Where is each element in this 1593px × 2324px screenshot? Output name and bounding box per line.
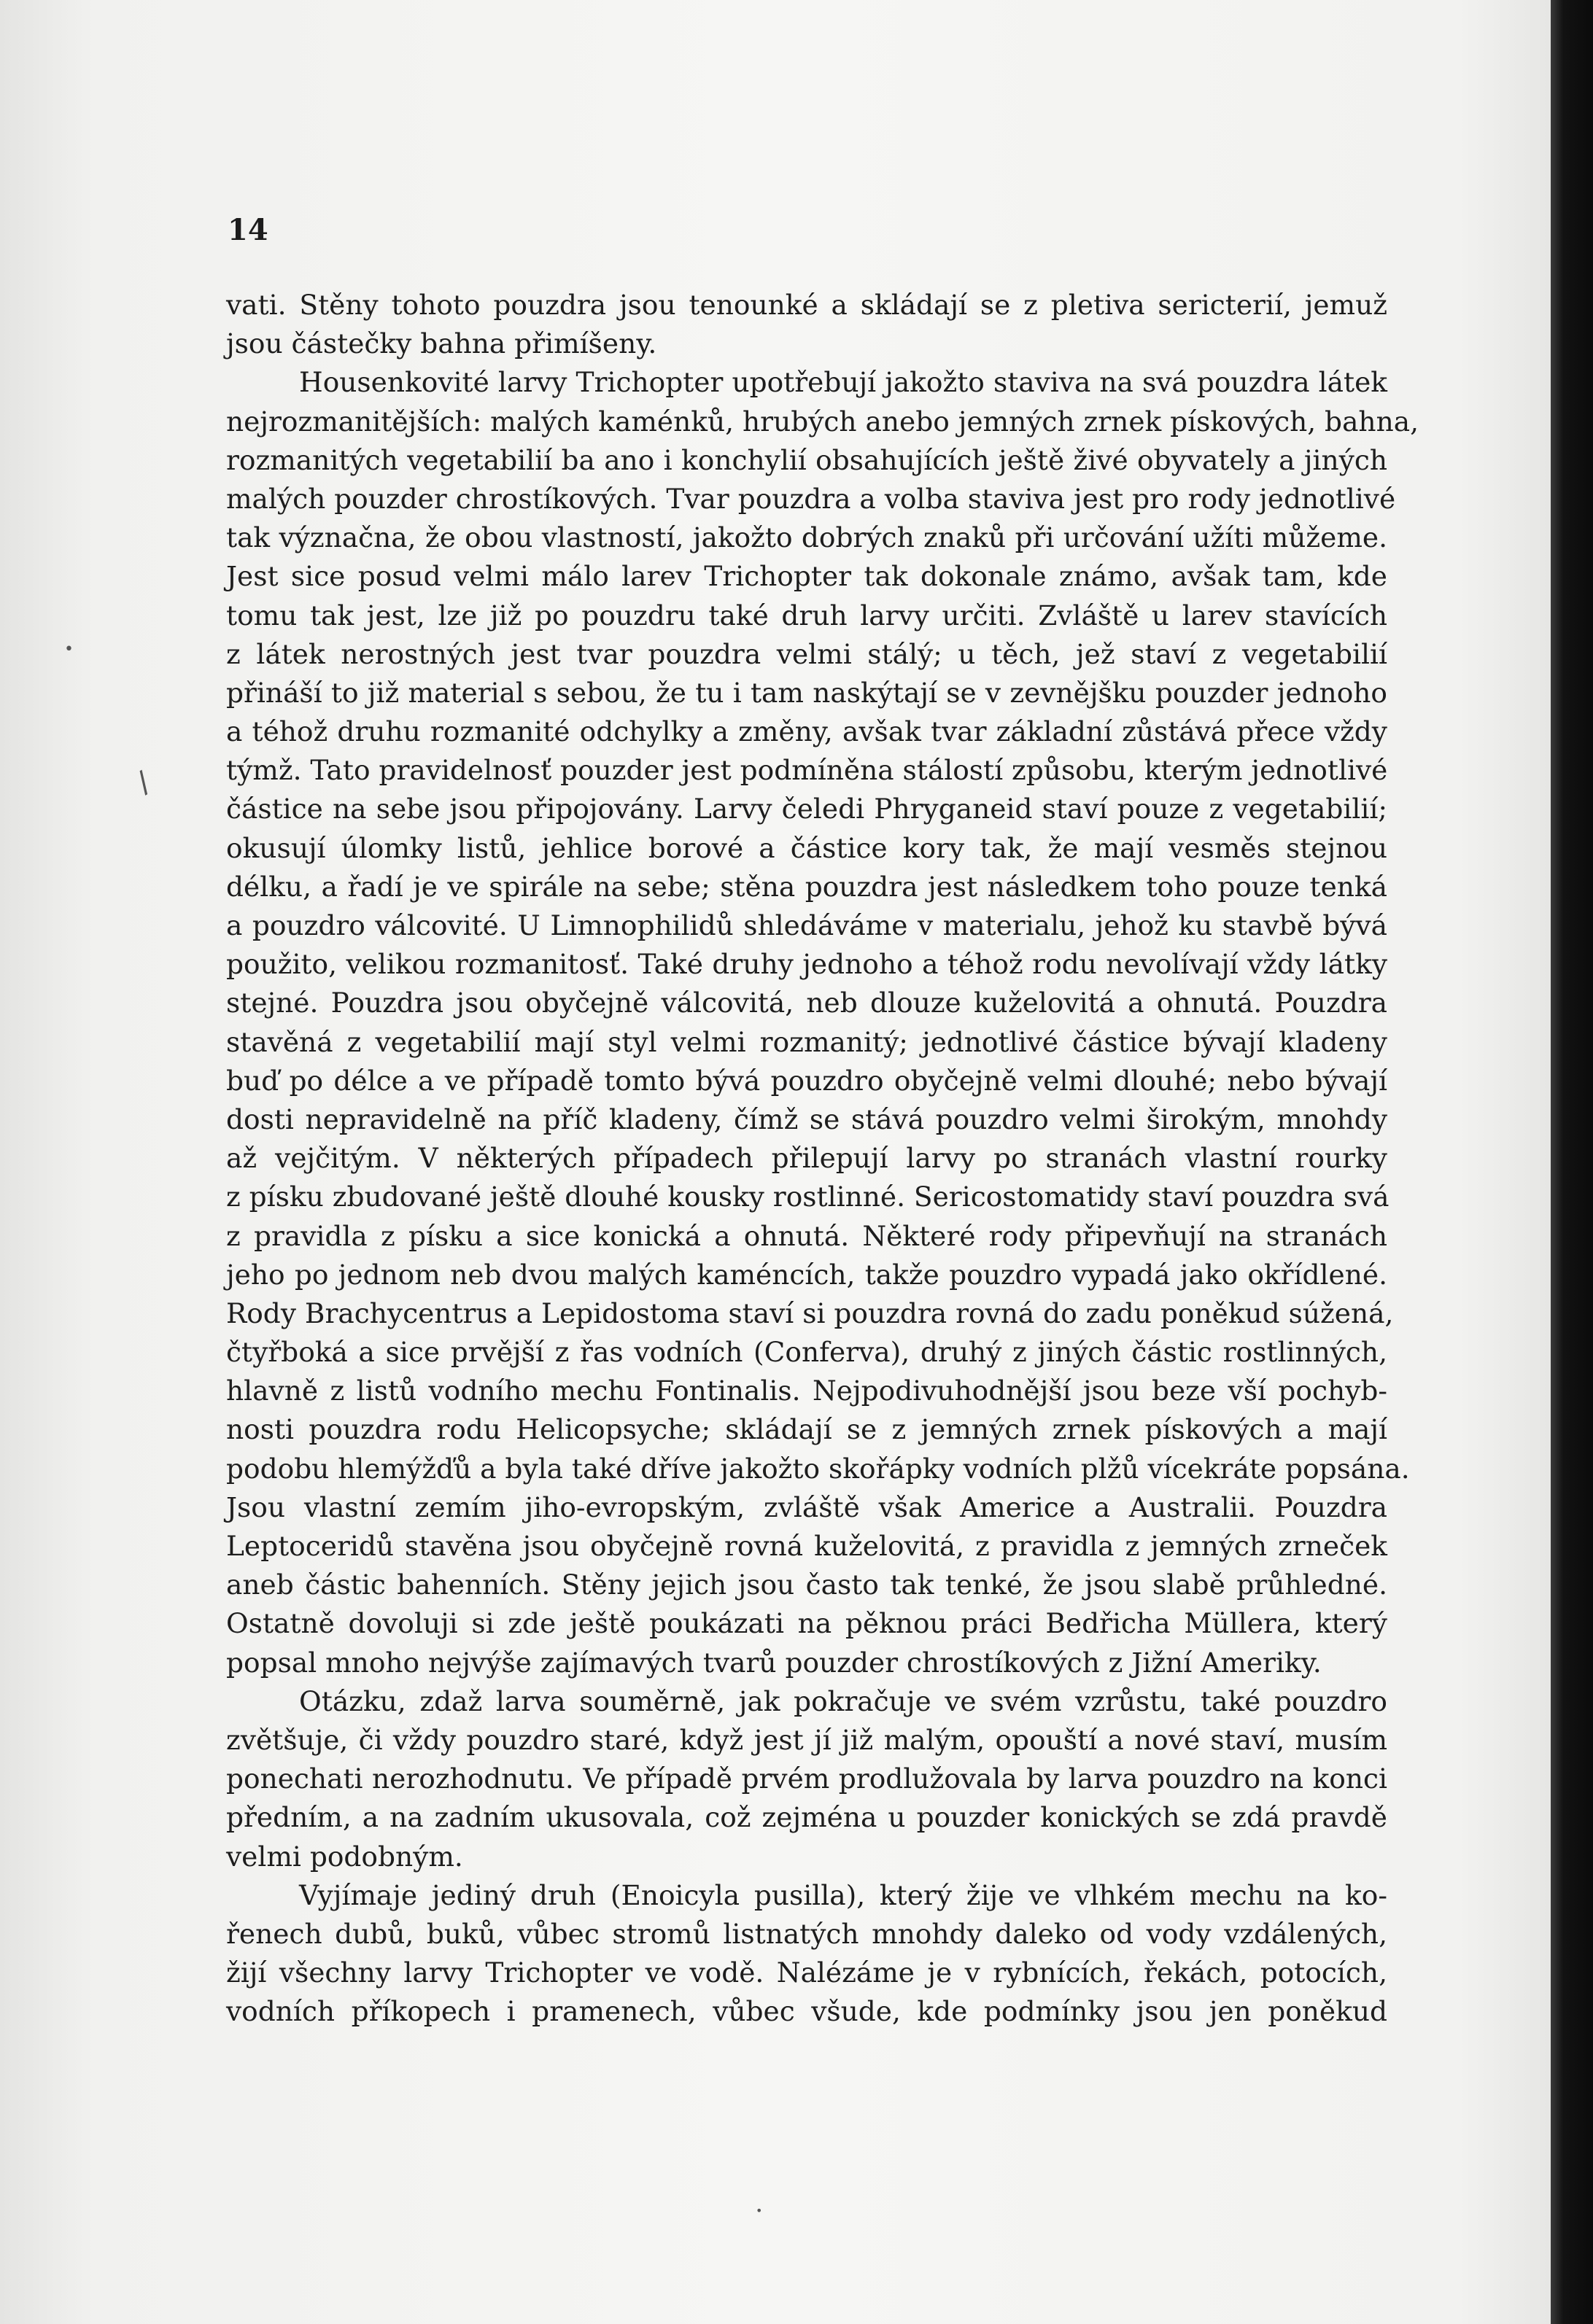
text-line: řenech dubů, buků, vůbec stromů listnatých mnohdy daleko od vody vzdálených, — [226, 1917, 1387, 1950]
text-line: ponechati nerozhodnutu. Ve případě prvém prodlužovala by larva pouzdro na konci — [226, 1763, 1387, 1795]
text-line: Rody Brachycentrus a Lepidostoma staví si pouzdra rovná do zadu poněkud súžená, — [226, 1297, 1394, 1329]
text-line: částice na sebe jsou připojovány. Larvy čeledi Phryganeid staví pouze z vegetabilií; — [226, 793, 1387, 825]
text-line: nejrozmanitějších: malých kaménků, hrubých anebo jemných zrnek pískových, bahna, — [226, 405, 1419, 438]
text-line: z písku zbudované ještě dlouhé kousky rostlinné. Sericostomatidy staví pouzdra svá — [226, 1181, 1389, 1213]
text-line: podobu hlemýžďů a byla také dříve jakožto skořápky vodních plžů vícekráte popsána. — [226, 1452, 1410, 1485]
text-line: rozmanitých vegetabilií ba ano i konchylií obsahujících ještě živé obyvately a jiných — [226, 443, 1387, 476]
text-line: Jest sice posud velmi málo larev Trichopter tak dokonale známo, avšak tam, kde — [226, 560, 1387, 593]
text-line: čtyřboká a sice prvější z řas vodních (Conferva), druhý z jiných částic rostlinných, — [226, 1336, 1387, 1369]
paragraph-start: Vyjímaje jediný druh (Enoicyla pusilla), který žije ve vlhkém mechu na ko- — [299, 1878, 1387, 1911]
text-line: z pravidla z písku a sice konická a ohnutá. Některé rody připevňují na stranách — [226, 1219, 1387, 1252]
stray-pencil-mark: / — [131, 765, 157, 800]
text-line: až vejčitým. V některých případech přilepují larvy po stranách vlastní rourky — [226, 1142, 1387, 1175]
body-text — [226, 286, 1419, 2031]
text-line: přináší to již material s sebou, že tu i tam naskýtají se v zevnějšku pouzder jednoho — [226, 676, 1387, 709]
stray-dot-mark: • — [64, 640, 74, 658]
text-line: týmž. Tato pravidelnosť pouzder jest podmíněna stálostí způsobu, kterým jednotlivé — [226, 754, 1388, 787]
text-line: Leptoceridů stavěna jsou obyčejně rovná kuželovitá, z pravidla z jemných zrneček — [226, 1530, 1387, 1562]
text-line: hlavně z listů vodního mechu Fontinalis. Nejpodivuhodnější jsou beze vší pochyb- — [226, 1375, 1387, 1407]
text-line: popsal mnoho nejvýše zajímavých tvarů pouzder chrostíkových z Jižní Ameriky. — [226, 1646, 1322, 1679]
text-line: použito, velikou rozmanitosť. Také druhy jednoho a téhož rodu nevolívají vždy látky — [226, 948, 1387, 981]
text-line: dosti nepravidelně na příč kladeny, čímž se stává pouzdro velmi širokým, mnohdy — [226, 1103, 1387, 1135]
text-line: stejné. Pouzdra jsou obyčejně válcovitá, neb dlouze kuželovitá a ohnutá. Pouzdra — [226, 987, 1387, 1019]
text-line: délku, a řadí je ve spirále na sebe; stěna pouzdra jest následkem toho pouze tenká — [226, 870, 1387, 903]
text-line: tomu tak jest, lze již po pouzdru také druh larvy určiti. Zvláště u larev stavících — [226, 599, 1387, 631]
text-line: a pouzdro válcovité. U Limnophilidů shledáváme v materialu, jehož ku stavbě bývá — [226, 909, 1387, 941]
text-line: předním, a na zadním ukusovala, což zejména u pouzder konických se zdá pravdě — [226, 1801, 1387, 1834]
text-line: nosti pouzdra rodu Helicopsyche; skládají se z jemných zrnek pískových a mají — [226, 1413, 1387, 1446]
text-line: aneb částic bahenních. Stěny jejich jsou často tak tenké, že jsou slabě průhledné. — [226, 1569, 1387, 1601]
text-line: okusují úlomky listů, jehlice borové a částice kory tak, že mají vesměs stejnou — [226, 831, 1387, 864]
text-line: vodních příkopech i pramenech, vůbec všude, kde podmínky jsou jen poněkud — [226, 1995, 1387, 2028]
text-line: žijí všechny larvy Trichopter ve vodě. Nalézáme je v rybnících, řekách, potocích, — [226, 1956, 1387, 1989]
text-line: zvětšuje, či vždy pouzdro staré, když jest jí již malým, opouští a nové staví, musím — [226, 1723, 1387, 1756]
text-line: jsou částečky bahna přimíšeny. — [226, 327, 657, 360]
text-line: a téhož druhu rozmanité odchylky a změny, avšak tvar základní zůstává přece vždy — [226, 715, 1387, 748]
paragraph-start: Otázku, zdaž larva souměrně, jak pokračuje ve svém vzrůstu, také pouzdro — [299, 1684, 1387, 1717]
text-line: vati. Stěny tohoto pouzdra jsou tenounké a skládají se z pletiva sericterií, jemuž — [226, 289, 1387, 321]
text-line: Jsou vlastní zemím jiho-evropským, zvláště však Americe a Australii. Pouzdra — [226, 1491, 1387, 1523]
text-line: Ostatně dovoluji si zde ještě poukázati na pěknou práci Bedřicha Müllera, který — [226, 1607, 1387, 1640]
text-line: velmi podobným. — [226, 1840, 463, 1873]
stray-dot-mark: • — [756, 2204, 763, 2218]
text-line: malých pouzder chrostíkových. Tvar pouzdra a volba staviva jest pro rody jednotlivé — [226, 482, 1396, 515]
page-number: 14 — [228, 213, 268, 247]
text-line: z látek nerostných jest tvar pouzdra velmi stálý; u těch, jež staví z vegetabilií — [226, 637, 1387, 670]
scan-edge-shadow — [1551, 0, 1593, 2324]
text-line: buď po délce a ve případě tomto bývá pouzdro obyčejně velmi dlouhé; nebo bývají — [226, 1064, 1387, 1097]
text-line: jeho po jednom neb dvou malých kaméncích, takže pouzdro vypadá jako okřídlené. — [226, 1258, 1387, 1291]
text-line: stavěná z vegetabilií mají styl velmi rozmanitý; jednotlivé částice bývají kladeny — [226, 1025, 1387, 1058]
paragraph-start: Housenkovité larvy Trichopter upotřebují jakožto staviva na svá pouzdra látek — [299, 366, 1387, 399]
text-line: tak význačna, že obou vlastností, jakožto dobrých znaků při určování užíti můžeme. — [226, 521, 1387, 554]
